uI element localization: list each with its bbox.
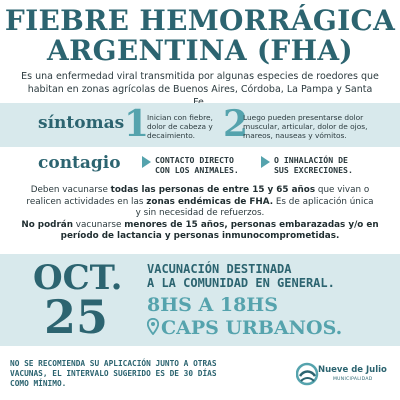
para-line-5 (20, 231, 380, 243)
para-line-3: y sin necesidad de refuerzos. (135, 208, 265, 218)
event-headline (147, 262, 335, 290)
arrow-right-icon (261, 156, 270, 168)
para-text: Deben vacunarse (30, 185, 111, 195)
event-location (147, 317, 342, 340)
para-text: que vivan o (315, 185, 370, 195)
page-title (0, 6, 400, 66)
event-hours: 8HS A 18HS (147, 294, 278, 316)
logo-swirl-icon (296, 362, 320, 390)
contagio-item-1 (155, 155, 239, 175)
sintoma-1-line-3: decaimiento. (147, 131, 196, 140)
para-line-4 (20, 220, 380, 232)
contagio-1-line-1: CONTACTO DIRECTO (155, 155, 234, 165)
location-pin-icon (147, 318, 159, 340)
intro-line-1: Es una enfermedad viral transmitida por algunas especies de roedores que (21, 71, 379, 82)
para-bold: zonas endémicas de FHA. (146, 196, 274, 207)
contagio-label: contagio (38, 153, 121, 173)
sintoma-2-text (243, 113, 367, 140)
para-bold: menores de 15 años, personas embarazadas y/o en (124, 219, 379, 230)
para-line-1 (20, 185, 380, 197)
footer-line-2: VACUNAS, EL INTERVALO SUGERIDO ES DE 30 DÍAS (10, 369, 217, 378)
event-month: OCT. (33, 258, 123, 298)
contagio-2-line-1: O INHALACIÓN DE (274, 155, 348, 165)
para-bold: período de lactancia y personas inmunocomprometidas. (60, 231, 340, 241)
contagio-item-2 (274, 155, 353, 175)
event-headline-line-2: A LA COMUNIDAD EN GENERAL. (147, 276, 335, 290)
sintoma-2-line-1: Luego pueden presentarse dolor (243, 113, 364, 122)
intro-line-2: habitan en zonas agrícolas de Buenos Aires, Córdoba, La Pampa y Santa (27, 84, 373, 95)
para-line-2 (20, 197, 380, 209)
contagio-1-line-2: CON LOS ANIMALES. (155, 165, 239, 175)
sintoma-2-line-2: muscular, articular, dolor de ojos, (243, 122, 368, 131)
sintoma-1-text (147, 113, 213, 140)
title-line-2: ARGENTINA (FHA) (47, 34, 353, 67)
sintoma-2-line-3: mareos, nauseas y vómitos. (243, 131, 347, 140)
contagio-2-line-2: SUS EXCRECIONES. (274, 165, 353, 175)
logo-name: Nueve de Julio (318, 365, 387, 375)
para-bold: No podrán (21, 219, 73, 230)
para-text: Es de aplicación única (273, 196, 374, 207)
para-text: realicen actividades en las (26, 196, 147, 207)
event-day: 25 (44, 290, 109, 344)
title-line-1: FIEBRE HEMORRÁGICA (4, 4, 396, 37)
event-location-text: CAPS URBANOS. (161, 317, 343, 339)
vaccination-paragraph (20, 185, 380, 243)
municipality-logo (296, 358, 392, 394)
event-headline-line-1: VACUNACIÓN DESTINADA (147, 262, 292, 276)
sintoma-1-line-1: Inician con fiebre, (147, 113, 213, 122)
sintoma-1-number: 1 (124, 103, 150, 145)
footer-line-1: NO SE RECOMIENDA SU APLICACIÓN JUNTO A OTRAS (10, 359, 217, 368)
para-text: vacunarse (73, 219, 125, 230)
sintoma-2-number: 2 (223, 103, 249, 145)
footer-line-3: COMO MÍNIMO. (10, 379, 67, 388)
logo-subtitle: MUNICIPALIDAD (333, 377, 373, 382)
sintoma-1-line-2: dolor de cabeza y (147, 122, 213, 131)
sintomas-label: síntomas (38, 113, 125, 133)
arrow-right-icon (142, 156, 151, 168)
para-bold: todas las personas de entre 15 y 65 años (110, 185, 316, 195)
footer-note (10, 359, 290, 389)
